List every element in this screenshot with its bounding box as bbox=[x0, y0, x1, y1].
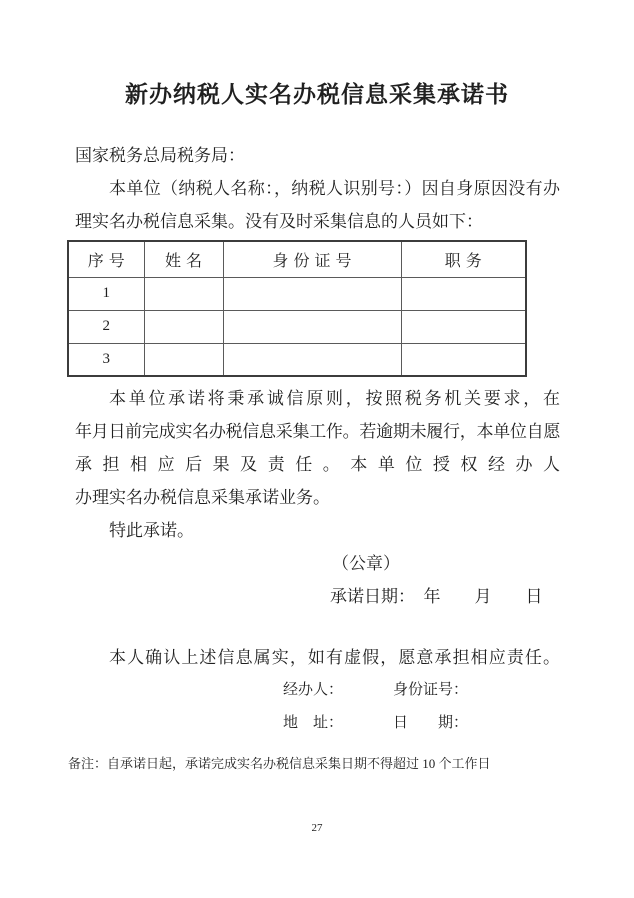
signature-row-address bbox=[75, 707, 560, 740]
cell-id-number bbox=[223, 343, 401, 376]
cell-name bbox=[144, 310, 223, 343]
cell-index: 1 bbox=[68, 277, 144, 310]
table-row bbox=[68, 310, 526, 343]
cell-position bbox=[401, 310, 526, 343]
agent-label: 经办人： bbox=[283, 682, 344, 698]
signature-row-agent bbox=[75, 674, 560, 707]
document-body bbox=[68, 139, 560, 836]
confirmation-statement: 本人确认上述信息属实，如有虚假，愿意承担相应责任。 bbox=[109, 648, 560, 667]
header-cell-index: 序号 bbox=[68, 241, 144, 277]
footnote: 备注：自承诺日起，承诺完成实名办税信息采集日期不得超过 10 个工作日 bbox=[68, 756, 491, 771]
commitment-date-line: 承诺日期： 年 月 日 bbox=[330, 587, 543, 606]
salutation: 国家税务总局税务局： bbox=[75, 146, 245, 165]
seal-placeholder: （公章） bbox=[332, 554, 400, 573]
cell-index: 3 bbox=[68, 343, 144, 376]
id-number-label: 身份证号： bbox=[393, 682, 469, 698]
document-title: 新办纳税人实名办税信息采集承诺书 bbox=[125, 81, 509, 107]
table-header-row bbox=[68, 241, 526, 277]
header-cell-name: 姓名 bbox=[144, 241, 223, 277]
paragraph-line: 承担相应后果及责任。本单位授权经办人 bbox=[75, 455, 560, 474]
paragraph-commitment bbox=[75, 382, 560, 514]
paragraph-line: 本单位承诺将秉承诚信原则，按照税务机关要求，在 bbox=[109, 389, 560, 408]
cell-id-number bbox=[223, 277, 401, 310]
cell-id-number bbox=[223, 310, 401, 343]
date-label: 日 期： bbox=[393, 715, 469, 731]
paragraph-line: 年月日前完成实名办税信息采集工作。若逾期未履行，本单位自愿 bbox=[75, 422, 560, 441]
cell-name bbox=[144, 343, 223, 376]
page-number: 27 bbox=[311, 822, 323, 834]
closing-statement: 特此承诺。 bbox=[109, 521, 194, 540]
personnel-table bbox=[67, 240, 527, 377]
header-cell-position: 职务 bbox=[401, 241, 526, 277]
cell-position bbox=[401, 343, 526, 376]
paragraph-line: 办理实名办税信息采集承诺业务。 bbox=[75, 488, 330, 507]
cell-index: 2 bbox=[68, 310, 144, 343]
paragraph-line: 本单位（纳税人名称：，纳税人识别号：）因自身原因没有办 bbox=[109, 179, 560, 198]
address-label: 地 址： bbox=[283, 715, 344, 731]
cell-name bbox=[144, 277, 223, 310]
cell-position bbox=[401, 277, 526, 310]
paragraph-reason bbox=[75, 172, 560, 238]
paragraph-line: 理实名办税信息采集。没有及时采集信息的人员如下： bbox=[75, 212, 483, 231]
table-row bbox=[68, 277, 526, 310]
table-row bbox=[68, 343, 526, 376]
header-cell-id-number: 身份证号 bbox=[223, 241, 401, 277]
